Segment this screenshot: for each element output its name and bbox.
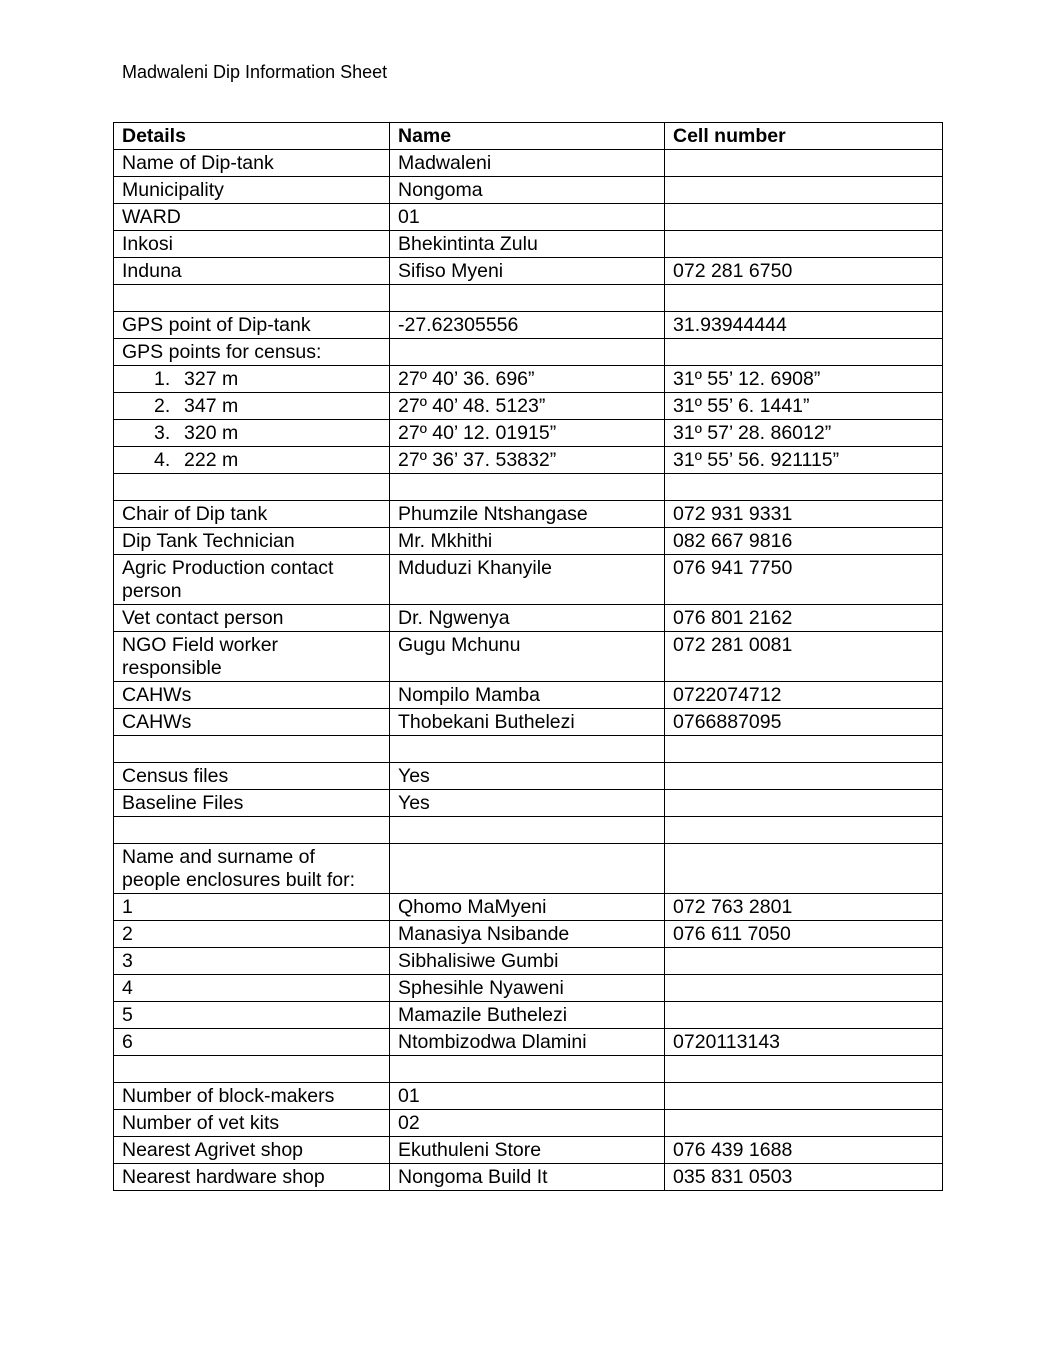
cell-number-cell: 072 281 0081 bbox=[665, 632, 943, 682]
details-cell: CAHWs bbox=[114, 709, 390, 736]
details-cell: 4 bbox=[114, 975, 390, 1002]
table-row bbox=[114, 1029, 943, 1056]
cell-number-cell: 0720113143 bbox=[665, 1029, 943, 1056]
name-cell: Mamazile Buthelezi bbox=[390, 1002, 665, 1029]
details-cell: 5 bbox=[114, 1002, 390, 1029]
name-cell: Sphesihle Nyaweni bbox=[390, 975, 665, 1002]
table-row bbox=[114, 632, 943, 682]
table-row bbox=[114, 1083, 943, 1110]
details-cell bbox=[114, 474, 390, 501]
name-cell: Mr. Mkhithi bbox=[390, 528, 665, 555]
name-cell: -27.62305556 bbox=[390, 312, 665, 339]
cell-number-cell bbox=[665, 1002, 943, 1029]
details-cell: Agric Production contact person bbox=[114, 555, 390, 605]
cell-number-cell: 035 831 0503 bbox=[665, 1164, 943, 1191]
name-cell: Mduduzi Khanyile bbox=[390, 555, 665, 605]
cell-number-cell: 076 439 1688 bbox=[665, 1137, 943, 1164]
details-cell bbox=[114, 285, 390, 312]
cell-number-cell: 31º 57’ 28. 86012” bbox=[665, 420, 943, 447]
details-cell bbox=[114, 366, 390, 393]
details-cell bbox=[114, 393, 390, 420]
table-row bbox=[114, 1137, 943, 1164]
table-row bbox=[114, 790, 943, 817]
cell-number-cell bbox=[665, 150, 943, 177]
cell-number-cell bbox=[665, 1056, 943, 1083]
cell-number-cell: 076 801 2162 bbox=[665, 605, 943, 632]
name-cell: Ntombizodwa Dlamini bbox=[390, 1029, 665, 1056]
details-cell: Census files bbox=[114, 763, 390, 790]
details-cell: NGO Field worker responsible bbox=[114, 632, 390, 682]
table-row bbox=[114, 177, 943, 204]
cell-number-cell: 0722074712 bbox=[665, 682, 943, 709]
name-cell: Thobekani Buthelezi bbox=[390, 709, 665, 736]
details-cell bbox=[114, 817, 390, 844]
cell-number-cell: 0766887095 bbox=[665, 709, 943, 736]
name-cell bbox=[390, 474, 665, 501]
table-row bbox=[114, 366, 943, 393]
cell-number-cell bbox=[665, 736, 943, 763]
table-row bbox=[114, 474, 943, 501]
cell-number-cell bbox=[665, 1083, 943, 1110]
cell-number-cell bbox=[665, 177, 943, 204]
name-cell bbox=[390, 285, 665, 312]
table-body bbox=[114, 150, 943, 1191]
details-cell: Number of vet kits bbox=[114, 1110, 390, 1137]
table-row bbox=[114, 1002, 943, 1029]
details-cell bbox=[114, 447, 390, 474]
info-table bbox=[113, 122, 943, 1191]
name-cell: 27º 36’ 37. 53832” bbox=[390, 447, 665, 474]
cell-number-cell bbox=[665, 474, 943, 501]
details-cell: Chair of Dip tank bbox=[114, 501, 390, 528]
details-cell: GPS points for census: bbox=[114, 339, 390, 366]
header-name: Name bbox=[390, 123, 665, 150]
list-item-text: 222 m bbox=[184, 449, 239, 471]
table-row bbox=[114, 605, 943, 632]
table-row bbox=[114, 736, 943, 763]
details-cell: 3 bbox=[114, 948, 390, 975]
name-cell: 27º 40’ 12. 01915” bbox=[390, 420, 665, 447]
cell-number-cell: 072 931 9331 bbox=[665, 501, 943, 528]
cell-number-cell: 076 941 7750 bbox=[665, 555, 943, 605]
name-cell: Gugu Mchunu bbox=[390, 632, 665, 682]
details-cell: Nearest Agrivet shop bbox=[114, 1137, 390, 1164]
list-item-text: 320 m bbox=[184, 422, 239, 444]
page-title: Madwaleni Dip Information Sheet bbox=[122, 62, 388, 82]
details-cell: Vet contact person bbox=[114, 605, 390, 632]
table-row bbox=[114, 339, 943, 366]
name-cell: Sibhalisiwe Gumbi bbox=[390, 948, 665, 975]
details-cell: 6 bbox=[114, 1029, 390, 1056]
header-cell-number: Cell number bbox=[665, 123, 943, 150]
name-cell: Nongoma Build It bbox=[390, 1164, 665, 1191]
list-number: 4. bbox=[154, 449, 171, 471]
name-cell: Ekuthuleni Store bbox=[390, 1137, 665, 1164]
cell-number-cell bbox=[665, 339, 943, 366]
name-cell: 27º 40’ 36. 696” bbox=[390, 366, 665, 393]
table-row bbox=[114, 420, 943, 447]
details-cell bbox=[114, 1056, 390, 1083]
name-cell bbox=[390, 844, 665, 894]
list-item-text: 327 m bbox=[184, 368, 239, 390]
table-row bbox=[114, 1056, 943, 1083]
table-row bbox=[114, 447, 943, 474]
header-details: Details bbox=[114, 123, 390, 150]
table-row bbox=[114, 393, 943, 420]
name-cell: Dr. Ngwenya bbox=[390, 605, 665, 632]
details-cell: GPS point of Dip-tank bbox=[114, 312, 390, 339]
cell-number-cell bbox=[665, 204, 943, 231]
name-cell: Yes bbox=[390, 790, 665, 817]
name-cell: Nongoma bbox=[390, 177, 665, 204]
name-cell: 01 bbox=[390, 1083, 665, 1110]
cell-number-cell: 31º 55’ 56. 921115” bbox=[665, 447, 943, 474]
details-cell bbox=[114, 420, 390, 447]
cell-number-cell: 072 763 2801 bbox=[665, 894, 943, 921]
table-row bbox=[114, 501, 943, 528]
name-cell: 01 bbox=[390, 204, 665, 231]
name-cell: Nompilo Mamba bbox=[390, 682, 665, 709]
cell-number-cell bbox=[665, 231, 943, 258]
cell-number-cell bbox=[665, 790, 943, 817]
table-row bbox=[114, 258, 943, 285]
details-cell: Induna bbox=[114, 258, 390, 285]
table-row bbox=[114, 150, 943, 177]
table-row bbox=[114, 894, 943, 921]
details-cell: 1 bbox=[114, 894, 390, 921]
cell-number-cell bbox=[665, 844, 943, 894]
table-row bbox=[114, 948, 943, 975]
table-row bbox=[114, 528, 943, 555]
table-row bbox=[114, 1110, 943, 1137]
cell-number-cell bbox=[665, 817, 943, 844]
table-row bbox=[114, 1164, 943, 1191]
name-cell bbox=[390, 339, 665, 366]
cell-number-cell: 31º 55’ 12. 6908” bbox=[665, 366, 943, 393]
details-cell: Dip Tank Technician bbox=[114, 528, 390, 555]
name-cell: 02 bbox=[390, 1110, 665, 1137]
table-row bbox=[114, 555, 943, 605]
table-row bbox=[114, 817, 943, 844]
cell-number-cell: 31º 55’ 6. 1441” bbox=[665, 393, 943, 420]
details-cell: Municipality bbox=[114, 177, 390, 204]
table-row bbox=[114, 231, 943, 258]
list-number: 3. bbox=[154, 422, 171, 444]
name-cell: 27º 40’ 48. 5123” bbox=[390, 393, 665, 420]
table-row bbox=[114, 921, 943, 948]
cell-number-cell: 082 667 9816 bbox=[665, 528, 943, 555]
name-cell bbox=[390, 736, 665, 763]
name-cell: Yes bbox=[390, 763, 665, 790]
details-cell: Name of Dip-tank bbox=[114, 150, 390, 177]
table-row bbox=[114, 312, 943, 339]
cell-number-cell bbox=[665, 763, 943, 790]
name-cell: Qhomo MaMyeni bbox=[390, 894, 665, 921]
cell-number-cell bbox=[665, 948, 943, 975]
table-row bbox=[114, 763, 943, 790]
name-cell bbox=[390, 1056, 665, 1083]
list-item-text: 347 m bbox=[184, 395, 239, 417]
name-cell: Sifiso Myeni bbox=[390, 258, 665, 285]
details-cell: Baseline Files bbox=[114, 790, 390, 817]
details-cell bbox=[114, 736, 390, 763]
list-number: 1. bbox=[154, 368, 171, 390]
cell-number-cell: 072 281 6750 bbox=[665, 258, 943, 285]
details-cell: 2 bbox=[114, 921, 390, 948]
details-cell: WARD bbox=[114, 204, 390, 231]
table-row bbox=[114, 285, 943, 312]
details-cell: CAHWs bbox=[114, 682, 390, 709]
table-row bbox=[114, 682, 943, 709]
details-cell: Inkosi bbox=[114, 231, 390, 258]
table-row bbox=[114, 844, 943, 894]
cell-number-cell bbox=[665, 975, 943, 1002]
list-number: 2. bbox=[154, 395, 171, 417]
cell-number-cell: 31.93944444 bbox=[665, 312, 943, 339]
table-header-row bbox=[114, 123, 943, 150]
details-cell: Number of block-makers bbox=[114, 1083, 390, 1110]
table-row bbox=[114, 709, 943, 736]
name-cell bbox=[390, 817, 665, 844]
table-row bbox=[114, 204, 943, 231]
name-cell: Manasiya Nsibande bbox=[390, 921, 665, 948]
cell-number-cell bbox=[665, 1110, 943, 1137]
details-cell: Nearest hardware shop bbox=[114, 1164, 390, 1191]
cell-number-cell: 076 611 7050 bbox=[665, 921, 943, 948]
name-cell: Bhekintinta Zulu bbox=[390, 231, 665, 258]
name-cell: Madwaleni bbox=[390, 150, 665, 177]
table-row bbox=[114, 975, 943, 1002]
name-cell: Phumzile Ntshangase bbox=[390, 501, 665, 528]
details-cell: Name and surname of people enclosures built for: bbox=[114, 844, 390, 894]
cell-number-cell bbox=[665, 285, 943, 312]
